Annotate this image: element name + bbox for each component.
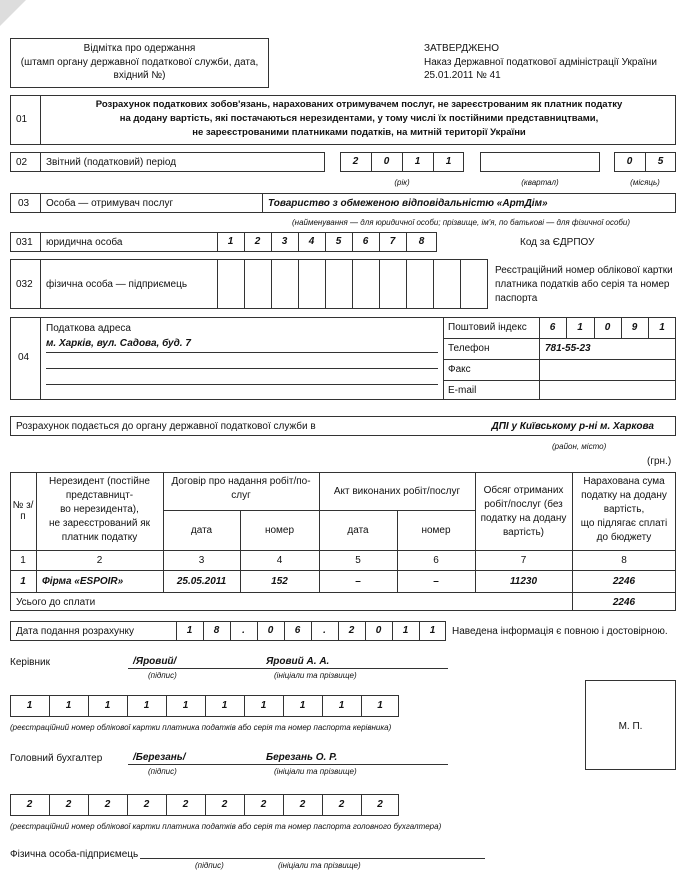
page-curl-decoration xyxy=(0,0,26,26)
director-reg-digit: 1 xyxy=(260,700,267,711)
col-header-tax: Нарахована сума xyxy=(583,476,665,487)
stamp-line3: вхідний №) xyxy=(113,70,166,81)
col-header-nonresident: платник податку xyxy=(61,532,138,543)
reporting-period-label: Звітний (податковий) період xyxy=(46,157,177,168)
total-label: Усього до сплати xyxy=(16,597,96,608)
month-digit: 0 xyxy=(626,156,633,167)
year-digit: 1 xyxy=(414,156,421,167)
service-recipient-label: Особа — отримувач послуг xyxy=(46,198,174,209)
accountant-label: Головний бухгалтер xyxy=(10,753,103,764)
director-reg-digit: 1 xyxy=(221,700,228,711)
director-reg-digit: 1 xyxy=(143,700,150,711)
director-signature[interactable]: /Яровий/ xyxy=(133,656,177,667)
approved-title: ЗАТВЕРДЖЕНО xyxy=(424,43,500,54)
year-digit: 0 xyxy=(383,156,390,167)
edrpou-digit: 2 xyxy=(254,236,261,247)
edrpou-digit: 7 xyxy=(389,236,396,247)
director-reg-digit: 1 xyxy=(26,700,33,711)
director-reg-caption: (реєстраційний номер облікової картки платника податків або серія та номер паспорта керівника) xyxy=(10,723,392,732)
postal-code-label: Поштовий індекс xyxy=(448,322,527,333)
submission-date-char: 8 xyxy=(213,625,220,636)
col-header-number: № з/п xyxy=(12,500,34,522)
accountant-reg-caption: (реєстраційний номер облікової картки платника податків або серія та номер паспорта головного бухгалтера) xyxy=(10,822,442,831)
reg-note-line1: Реєстраційний номер облікової картки xyxy=(495,265,673,276)
director-sign-caption: (підпис) xyxy=(148,671,177,680)
row-contract-number[interactable]: 152 xyxy=(271,576,288,587)
col-number: 2 xyxy=(96,555,103,566)
section-01-title-line2: на додану вартість, які постачаються нерезидентами, у тому числі їх постійними представництвами, xyxy=(119,113,599,124)
section-02-number: 02 xyxy=(16,157,28,168)
approved-order: Наказ Державної податкової адміністрації України xyxy=(424,57,657,68)
entrepreneur-label: фізична особа — підприємець xyxy=(46,279,188,290)
edrpou-digit: 8 xyxy=(418,236,425,247)
phone-label: Телефон xyxy=(448,343,490,354)
col-header-nonresident: во нерезидента), xyxy=(60,504,139,515)
col-number: 3 xyxy=(198,555,205,566)
entrepreneur-sign-label: Фізична особа-підприємець xyxy=(10,849,139,860)
col-number: 4 xyxy=(276,555,283,566)
director-reg-digit: 1 xyxy=(65,700,72,711)
row-number: 1 xyxy=(20,576,26,587)
accountant-reg-digit: 2 xyxy=(104,799,111,810)
submission-date-char: 2 xyxy=(348,625,355,636)
accountant-reg-digit: 2 xyxy=(299,799,306,810)
director-reg-digit: 1 xyxy=(299,700,306,711)
stamp-line1: Відмітка про одержання xyxy=(83,43,196,54)
row-act-date[interactable]: – xyxy=(355,576,361,587)
edrpou-digit: 5 xyxy=(335,236,342,247)
col-header-volume: Обсяг отриманих xyxy=(483,485,564,496)
reg-note-line2: платника податків або серія та номер xyxy=(495,279,670,290)
phone-value[interactable]: 781-55-23 xyxy=(545,343,591,354)
currency-label: (грн.) xyxy=(647,456,672,467)
director-reg-digit: 1 xyxy=(377,700,383,711)
col-header-nonresident: Нерезидент (постійне xyxy=(49,476,150,487)
edrpou-code-label: Код за ЄДРПОУ xyxy=(520,237,595,248)
accountant-signature[interactable]: /Березань/ xyxy=(133,752,186,763)
edrpou-digit: 3 xyxy=(281,236,288,247)
accountant-reg-digit: 2 xyxy=(260,799,267,810)
stamp-line2: (штамп органу державної податкової служби, дата, xyxy=(20,57,259,68)
col-header-tax: податку на додану xyxy=(581,490,667,501)
col-header-act-date: дата xyxy=(347,525,369,536)
postal-digit: 9 xyxy=(631,322,638,333)
col-header-nonresident: не зареєстрований як xyxy=(49,518,150,529)
col-number: 1 xyxy=(20,555,26,566)
postal-digit: 1 xyxy=(659,322,665,333)
col-header-act-number: номер xyxy=(421,525,451,536)
email-label: E-mail xyxy=(448,385,477,396)
col-header-contract: Договір про надання робіт/по- xyxy=(171,476,311,487)
section-01-number: 01 xyxy=(16,114,28,125)
submission-date-label: Дата подання розрахунку xyxy=(16,626,135,637)
submission-date-char: 1 xyxy=(186,625,193,636)
postal-digit: 1 xyxy=(577,322,583,333)
col-number: 8 xyxy=(621,555,627,566)
section-032-number: 032 xyxy=(16,279,33,290)
accountant-reg-digit: 2 xyxy=(26,799,33,810)
submission-date-char: 0 xyxy=(375,625,382,636)
director-reg-digit: 1 xyxy=(182,700,189,711)
service-recipient-name[interactable]: Товариство з обмеженою відповідальністю «АртДім» xyxy=(268,198,548,209)
submission-date-char: 6 xyxy=(294,625,301,636)
col-header-volume: робіт/послуг (без xyxy=(484,499,563,510)
row-contract-date[interactable]: 25.05.2011 xyxy=(176,576,227,587)
col-number: 6 xyxy=(433,555,439,566)
col-number: 7 xyxy=(520,555,527,566)
director-reg-digit: 1 xyxy=(338,700,345,711)
row-nonresident[interactable]: Фірма «ESPOIR» xyxy=(42,576,124,587)
month-digit: 5 xyxy=(657,156,664,167)
recipient-caption: (найменування — для юридичної особи; прізвище, ім'я, по батькові — для фізичної особи) xyxy=(292,218,631,227)
section-01-title-line1: Розрахунок податкових зобов'язань, нарахованих отримувачем послуг, не зареєстрованим як платник податку xyxy=(95,99,623,110)
section-04-number: 04 xyxy=(18,352,30,363)
entrepreneur-sign-caption: (підпис) xyxy=(195,861,224,870)
row-act-number[interactable]: – xyxy=(433,576,439,587)
quarter-caption: (квартал) xyxy=(521,178,559,187)
director-reg-digit: 1 xyxy=(104,700,111,711)
col-header-tax: що підлягає сплаті xyxy=(580,518,668,529)
col-header-contract-number: номер xyxy=(264,525,295,536)
edrpou-digit: 6 xyxy=(362,236,369,247)
authority-caption: (район, місто) xyxy=(552,442,607,451)
submission-date-char: 0 xyxy=(267,625,274,636)
month-caption: (місяць) xyxy=(630,178,660,187)
col-header-tax: вартість, xyxy=(603,504,645,515)
quarter-field[interactable] xyxy=(480,152,600,172)
col-header-volume: податку на додану xyxy=(480,513,567,524)
legal-entity-label: юридична особа xyxy=(46,237,123,248)
col-header-contract-date: дата xyxy=(190,525,213,536)
col-header-act: Акт виконаних робіт/послуг xyxy=(333,486,461,497)
col-header-nonresident: представницт- xyxy=(65,490,134,501)
accountant-reg-digit: 2 xyxy=(221,799,228,810)
tax-address-label: Податкова адреса xyxy=(46,323,131,334)
accountant-reg-digit: 2 xyxy=(377,799,383,810)
reg-note-line3: паспорта xyxy=(495,293,538,304)
director-name[interactable]: Яровий А. А. xyxy=(266,656,330,667)
section-03-number: 03 xyxy=(18,198,30,209)
submission-date-char: . xyxy=(242,625,245,636)
col-header-contract: слуг xyxy=(231,490,251,501)
row-volume[interactable]: 11230 xyxy=(509,576,538,587)
director-label: Керівник xyxy=(10,657,50,668)
section-031-number: 031 xyxy=(16,237,33,248)
postal-digit: 0 xyxy=(604,322,611,333)
col-header-volume: вартість) xyxy=(502,527,545,538)
seal-label: М. П. xyxy=(618,721,643,732)
approved-date: 25.01.2011 № 41 xyxy=(424,70,501,81)
tax-authority-label: Розрахунок подається до органу державної податкової служби в xyxy=(16,421,316,432)
col-number: 5 xyxy=(355,555,361,566)
edrpou-digit: 4 xyxy=(308,236,315,247)
year-digit: 2 xyxy=(352,156,359,167)
col-header-tax: до бюджету xyxy=(596,532,652,543)
section-01-title-line3: не зареєстрованими платниками податків, на митній території України xyxy=(192,127,526,138)
accountant-reg-digit: 2 xyxy=(338,799,345,810)
accountant-sign-caption: (підпис) xyxy=(148,767,177,776)
submission-date-char: 1 xyxy=(402,625,409,636)
accountant-name-caption: (ініціали та прізвище) xyxy=(274,767,357,776)
total-value[interactable]: 2246 xyxy=(612,597,636,608)
entrepreneur-name-caption: (ініціали та прізвище) xyxy=(278,861,361,870)
tax-address-value[interactable]: м. Харків, вул. Садова, буд. 7 xyxy=(46,338,191,349)
accuracy-statement: Наведена інформація є повною і достовірною. xyxy=(452,626,668,637)
director-name-caption: (ініціали та прізвище) xyxy=(274,671,357,680)
accountant-reg-digit: 2 xyxy=(182,799,189,810)
accountant-reg-digit: 2 xyxy=(65,799,72,810)
accountant-reg-digit: 2 xyxy=(143,799,150,810)
fax-label: Факс xyxy=(448,364,471,375)
row-tax[interactable]: 2246 xyxy=(612,576,636,587)
edrpou-digit: 1 xyxy=(227,236,234,247)
postal-digit: 6 xyxy=(549,322,556,333)
submission-date-char: . xyxy=(323,625,326,636)
tax-authority-value[interactable]: ДПІ у Київському р-ні м. Харкова xyxy=(491,421,654,432)
year-caption: (рік) xyxy=(394,178,410,187)
year-digit: 1 xyxy=(445,156,452,167)
accountant-name[interactable]: Березань О. Р. xyxy=(266,752,338,763)
submission-date-char: 1 xyxy=(429,625,436,636)
